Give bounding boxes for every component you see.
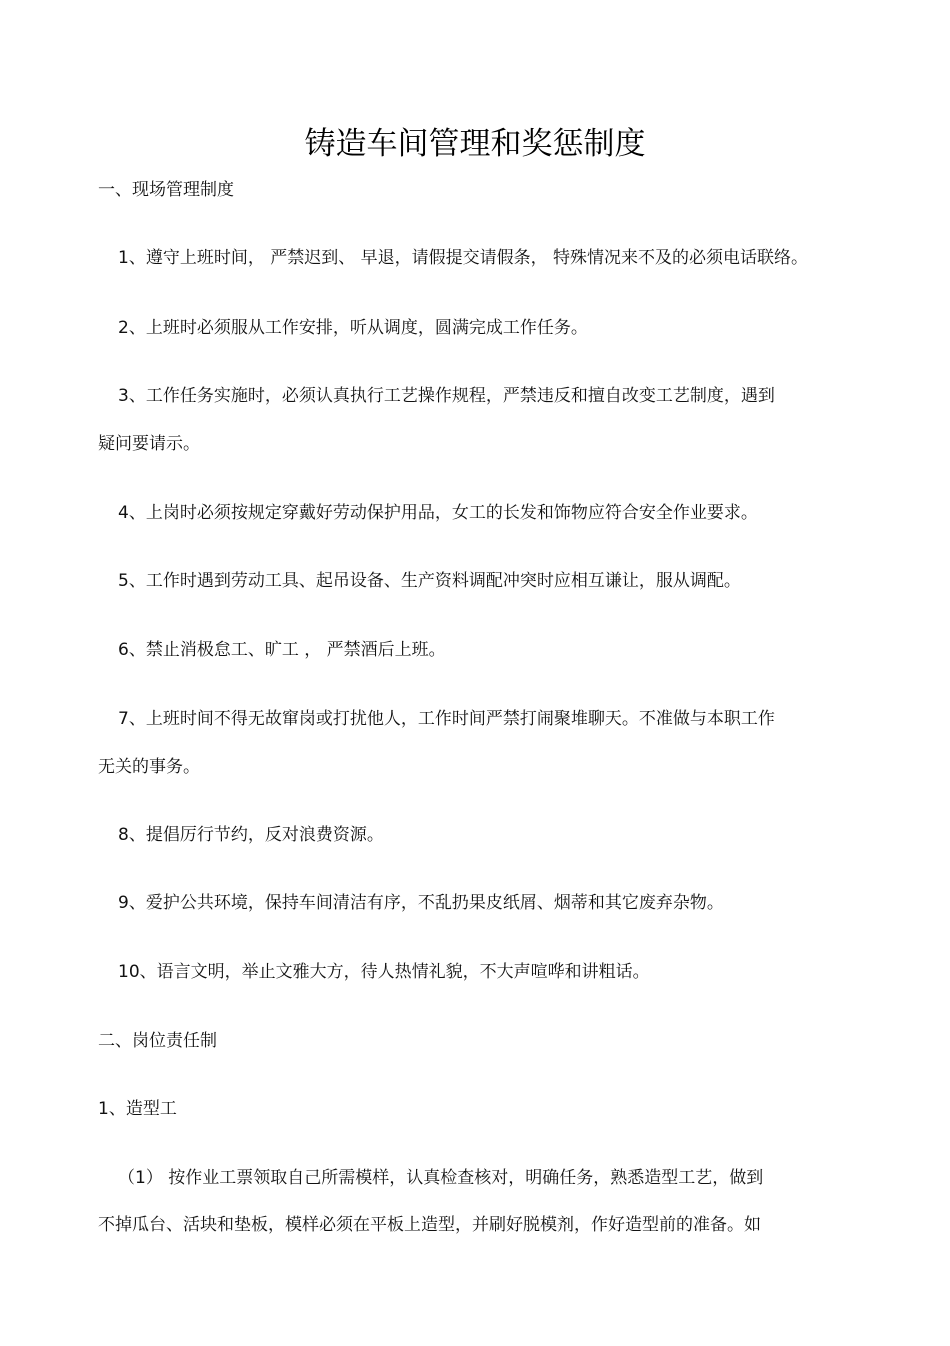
rule-4: 4、上岗时必须按规定穿戴好劳动保护用品，女工的长发和饰物应符合安全作业要求。 <box>118 503 758 523</box>
section-heading-site-management: 一、现场管理制度 <box>98 180 234 200</box>
rule-9: 9、爱护公共环境，保持车间清洁有序，不乱扔果皮纸屑、烟蒂和其它废弃杂物。 <box>118 893 724 913</box>
rule-3-line-2: 疑问要请示。 <box>98 434 200 454</box>
subsection-heading-molder: 1、造型工 <box>98 1099 177 1119</box>
document-title: 铸造车间管理和奖惩制度 <box>304 126 646 162</box>
rule-7-line-2: 无关的事务。 <box>98 757 200 777</box>
rule-8: 8、提倡厉行节约，反对浪费资源。 <box>118 825 384 845</box>
rule-6: 6、禁止消极怠工、旷工 ， 严禁酒后上班。 <box>118 640 446 660</box>
rule-10: 10、语言文明，举止文雅大方，待人热情礼貌，不大声喧哗和讲粗话。 <box>118 962 650 982</box>
rule-7-line-1: 7、上班时间不得无故窜岗或打扰他人，工作时间严禁打闹聚堆聊天。不准做与本职工作 <box>118 709 775 729</box>
rule-3-line-1: 3、工作任务实施时，必须认真执行工艺操作规程，严禁违反和擅自改变工艺制度，遇到 <box>118 386 775 406</box>
rule-2: 2、上班时必须服从工作安排，听从调度，圆满完成工作任务。 <box>118 318 588 338</box>
section-heading-job-responsibility: 二、岗位责任制 <box>98 1031 217 1051</box>
rule-5: 5、工作时遇到劳动工具、起吊设备、生产资料调配冲突时应相互谦让，服从调配。 <box>118 571 741 591</box>
paragraph-1-line-2: 不掉瓜台、活块和垫板，模样必须在平板上造型，并刷好脱模剂，作好造型前的准备。如 <box>98 1215 761 1235</box>
paragraph-1-line-1: （1） 按作业工票领取自己所需模样，认真检查核对，明确任务，熟悉造型工艺，做到 <box>118 1168 764 1188</box>
rule-1: 1、遵守上班时间， 严禁迟到、 早退，请假提交请假条， 特殊情况来不及的必须电话联络。 <box>118 248 809 268</box>
